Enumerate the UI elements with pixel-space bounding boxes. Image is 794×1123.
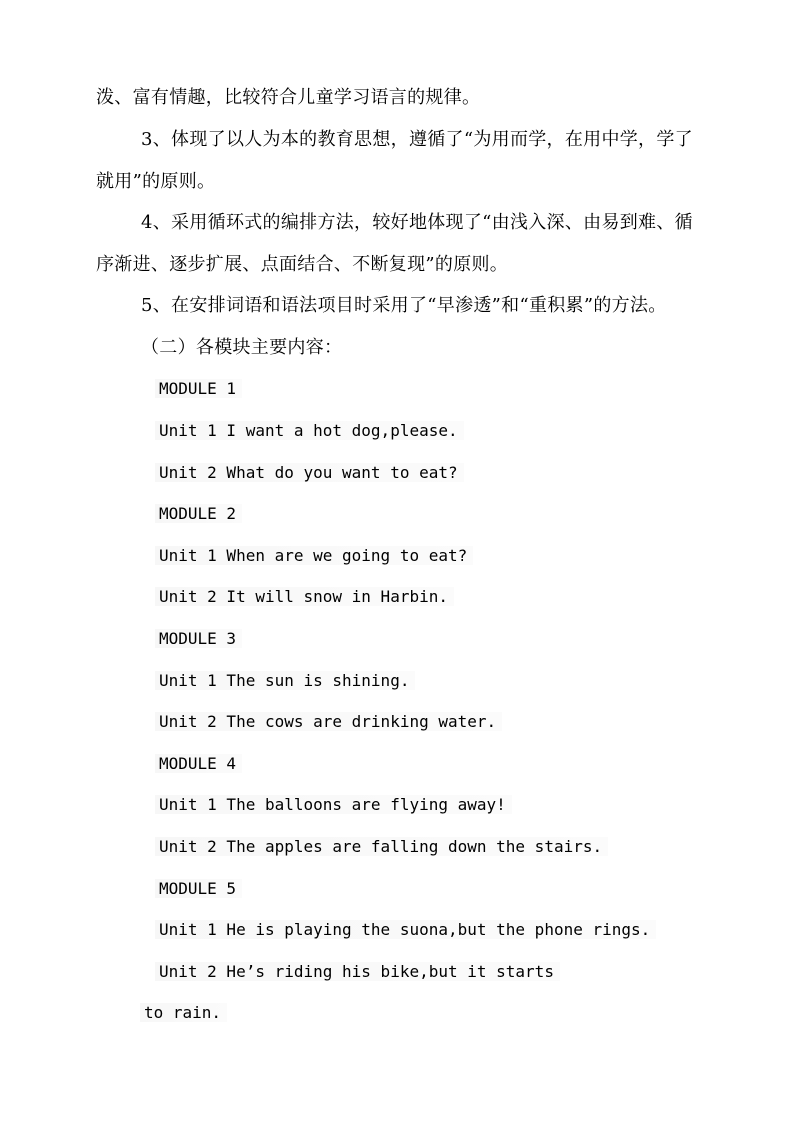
unit-line-continued [140, 1001, 227, 1025]
unit-text: Unit 1 He is playing the suona,but the phone rings. [155, 920, 656, 939]
unit-text: Unit 1 The sun is shining. [155, 671, 415, 690]
unit-line [155, 918, 656, 942]
unit-line [155, 585, 454, 609]
module-title [155, 752, 242, 776]
unit-text: Unit 2 The cows are drinking water. [155, 712, 502, 731]
unit-text: to rain. [140, 1003, 227, 1022]
paragraph-line: 序渐进、逐步扩展、点面结合、不断复现”的原则。 [96, 254, 509, 275]
unit-line [155, 544, 473, 568]
paragraph-line: 泼、富有情趣，比较符合儿童学习语言的规律。 [96, 87, 481, 108]
module-title [155, 877, 242, 901]
unit-text: Unit 2 He’s riding his bike,but it starts [155, 962, 560, 981]
paragraph-line: 5、在安排词语和语法项目时采用了“早渗透”和“重积累”的方法。 [141, 295, 667, 316]
unit-line [155, 710, 502, 734]
unit-line [155, 793, 512, 817]
unit-line [155, 669, 415, 693]
module-title-text: MODULE 2 [155, 504, 242, 523]
module-title [155, 377, 242, 401]
unit-text: Unit 2 It will snow in Harbin. [155, 587, 454, 606]
unit-text: Unit 2 What do you want to eat? [155, 463, 464, 482]
module-title-text: MODULE 5 [155, 879, 242, 898]
module-title-text: MODULE 3 [155, 629, 242, 648]
unit-line [155, 835, 608, 859]
paragraph-line: 4、采用循环式的编排方法，较好地体现了“由浅入深、由易到难、循 [141, 212, 693, 233]
unit-line [155, 461, 464, 485]
module-title-text: MODULE 1 [155, 379, 242, 398]
unit-line [155, 419, 464, 443]
module-title-text: MODULE 4 [155, 754, 242, 773]
paragraph-line: 3、体现了以人为本的教育思想，遵循了“为用而学，在用中学，学了 [141, 129, 693, 150]
unit-text: Unit 1 When are we going to eat? [155, 546, 473, 565]
unit-text: Unit 1 The balloons are flying away! [155, 795, 512, 814]
section-heading: （二）各模块主要内容： [141, 337, 343, 358]
module-title [155, 502, 242, 526]
unit-text: Unit 2 The apples are falling down the stairs. [155, 837, 608, 856]
unit-text: Unit 1 I want a hot dog,please. [155, 421, 464, 440]
module-title [155, 627, 242, 651]
unit-line [155, 960, 560, 984]
paragraph-line: 就用”的原则。 [96, 171, 216, 192]
